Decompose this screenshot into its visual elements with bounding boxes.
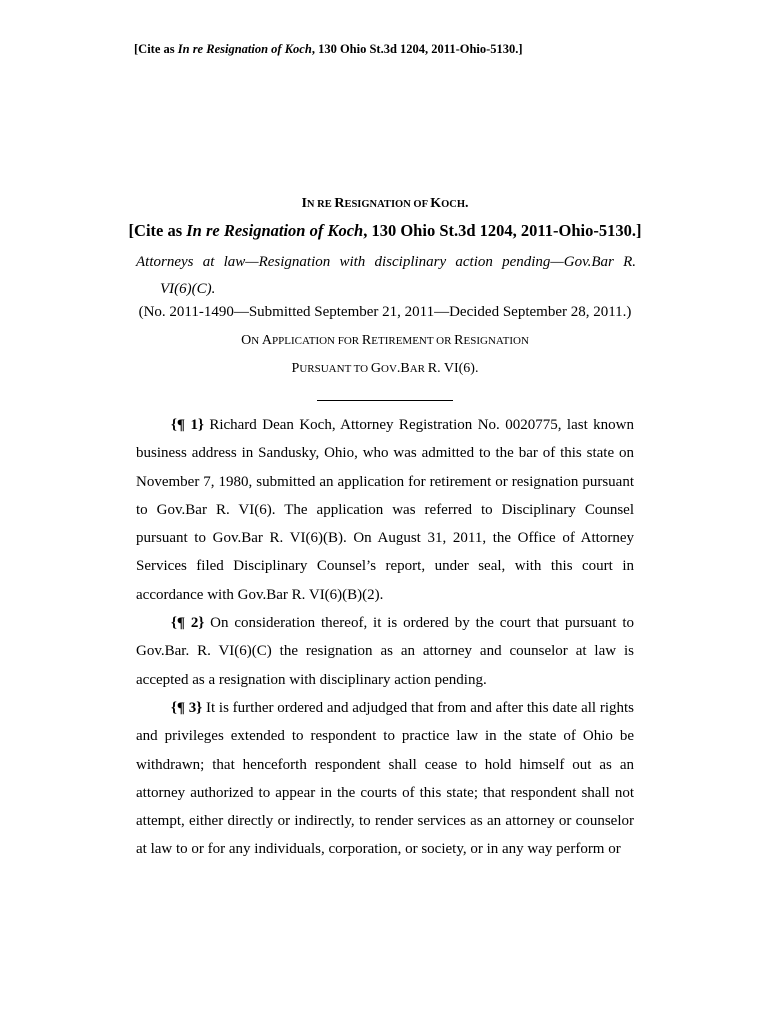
title-part: N RE [306,199,335,210]
docket-line: (No. 2011-1490—Submitted September 21, 2011—Decided September 28, 2011.) [138,304,632,320]
title-part: R [334,196,345,211]
heading-part: G [370,361,381,376]
paragraph-mark: {¶ 2} [171,615,205,632]
case-title [0,196,770,212]
paragraph-text: Richard Dean Koch, Attorney Registration No. 0020775, last known business address in Sandusky, Ohio, who was admitted to the bar of this state on November 7, 1980, submitted an application for retirement or resignation pursuant to Gov.Bar R. VI(6). The application was referred to Disciplinary Counsel pursuant to Gov.Bar R. VI(6)(B). On August 31, 2011, the Office of Attorney Services filed Disciplinary Counsel’s report, under seal, with this court in accordance with Gov.Bar R. VI(6)(B)(2). [136,417,635,603]
heading-part: R [454,333,464,348]
heading-part: PPLICATION FOR [272,335,362,347]
heading-part: ETIREMENT OR [371,335,455,347]
main-cite-suffix: , 130 Ohio St.3d 1204, 2011-Ohio-5130.] [363,221,642,240]
separator-rule [317,400,453,401]
heading-part: R [361,333,372,348]
header-cite-suffix: , 130 Ohio St.3d 1204, 2011-Ohio-5130.] [311,42,523,56]
main-cite-case: In re Resignation of Koch [186,221,364,240]
title-part: . [465,196,469,211]
heading-part: URSUANT TO [299,363,371,375]
heading-part: O [241,333,252,348]
paragraph-text: It is further ordered and adjudged that from and after this date all rights and privileges extended to respondent to practice law in the state of Ohio be withdrawn; that henceforth respondent shall cease to hold himself out as an attorney authorized to appear in the courts of this state; that respondent shall not attempt, either directly or indirectly, to render services as an attorney or counselor at law to or for any individuals, corporation, or society, or in any way perform or [136,699,635,858]
opinion-body [136,411,634,864]
paragraph-2 [136,609,634,694]
paragraph-mark: {¶ 3} [171,699,203,716]
heading-part: OV [381,363,397,375]
header-cite-prefix: [Cite as [134,42,178,56]
syllabus-line-2: VI(6)(C). [160,281,216,297]
paragraph-1 [136,411,634,609]
heading-part: AR [409,363,428,375]
heading-part: ESIGNATION [463,335,529,347]
paragraph-mark: {¶ 1} [171,417,204,433]
application-heading-line-2 [0,361,770,377]
syllabus-line-1: Attorneys at law—Resignation with disciplinary action pending—Gov.Bar R. [136,254,636,270]
header-citation [134,42,523,57]
title-part: ESIGNATION OF [344,199,431,210]
heading-part: A [261,333,273,348]
application-heading-line-1 [0,333,770,349]
header-cite-case: In re Resignation of Koch [177,42,312,56]
heading-part: .B [396,361,410,376]
title-part: I [301,196,307,211]
main-citation [0,221,770,241]
heading-part: P [291,361,300,376]
heading-part: N [251,335,262,347]
paragraph-text: On consideration thereof, it is ordered by the court that pursuant to Gov.Bar. R. VI(6)(C) the resignation as an attorney and counselor at law is accepted as a resignation with disciplinary action pending. [136,615,634,688]
main-cite-prefix: [Cite as [128,221,187,240]
heading-part: R. VI(6). [427,361,479,376]
title-part: OCH [441,199,466,210]
paragraph-3 [136,694,634,864]
title-part: K [430,196,442,211]
